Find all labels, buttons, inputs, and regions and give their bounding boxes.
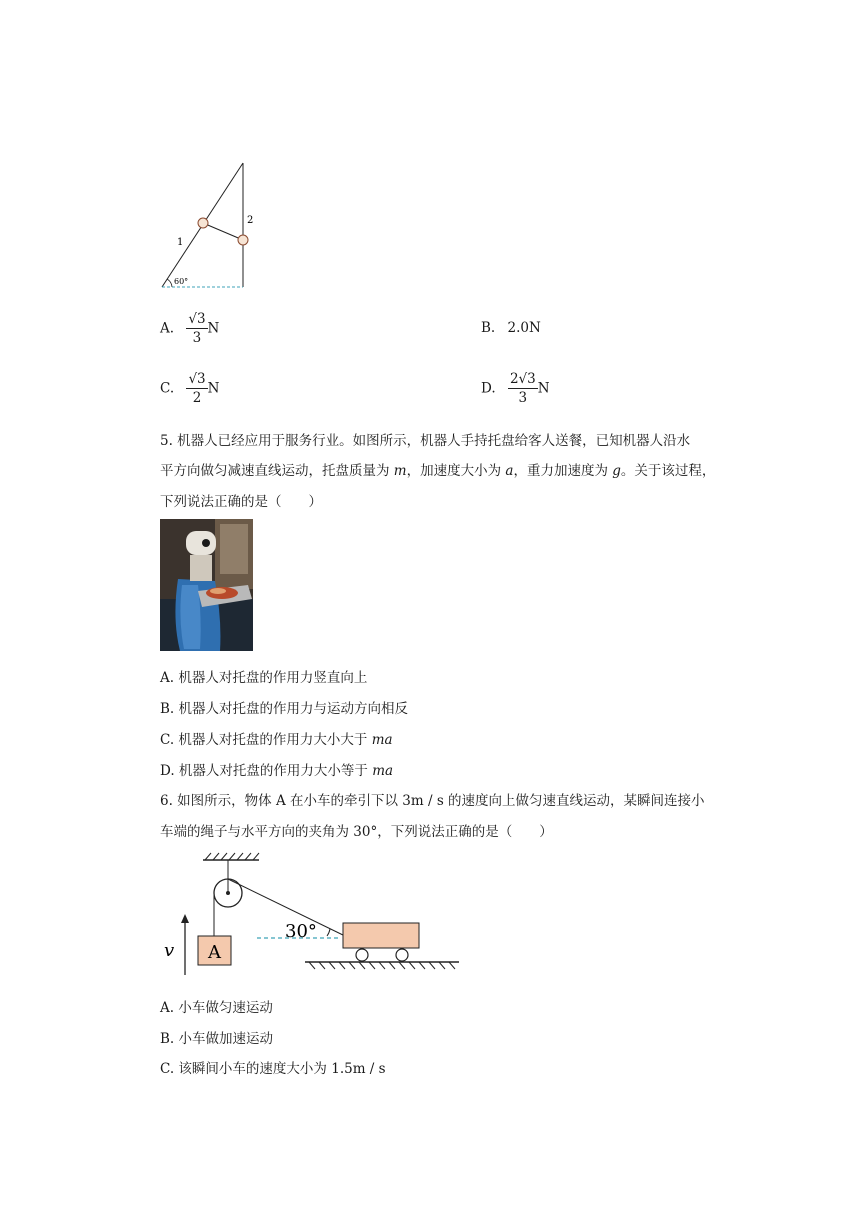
q5-option-b[interactable]: B. 机器人对托盘的作用力与运动方向相反 xyxy=(160,701,409,717)
q5-option-c[interactable]: C. 机器人对托盘的作用力大小大于 ma xyxy=(160,732,393,748)
q4-a-denominator: 3 xyxy=(192,330,202,346)
q5-stem-line1: 5. 机器人已经应用于服务行业。如图所示，机器人手持托盘给客人送餐，已知机器人沿水 xyxy=(160,433,691,449)
q6-diagram xyxy=(155,850,465,975)
q5-stem-line2: 平方向做匀减速直线运动，托盘质量为 m，加速度大小为 a，重力加速度为 g。关于该过程， xyxy=(160,463,716,479)
angle-label: 30° xyxy=(285,921,317,942)
q5-stem-line3: 下列说法正确的是（ ） xyxy=(160,494,322,510)
velocity-label: v xyxy=(164,940,175,961)
fig4-label-1: 1 xyxy=(177,237,184,248)
q6-stem-line1: 6. 如图所示，物体 A 在小车的牵引下以 3m / s 的速度向上做匀速直线运动，某瞬间连接小 xyxy=(160,793,705,809)
q5-option-d[interactable]: D. 机器人对托盘的作用力大小等于 ma xyxy=(160,763,394,779)
fig4-diagram xyxy=(150,155,280,295)
block-a-label: A xyxy=(208,942,221,963)
q6-option-c[interactable]: C. 该瞬间小车的速度大小为 1.5m / s xyxy=(160,1061,386,1077)
robot-photo xyxy=(160,519,253,651)
q5-option-a[interactable]: A. 机器人对托盘的作用力竖直向上 xyxy=(160,670,368,686)
q4-c-denominator: 2 xyxy=(192,390,202,406)
q4-d-numerator: 2√3 xyxy=(509,371,536,387)
q4-d-denominator: 3 xyxy=(518,390,528,406)
q4-option-d[interactable]: D. $\frac{2√3}{3}$ N xyxy=(481,371,550,406)
q6-option-a[interactable]: A. 小车做匀速运动 xyxy=(160,1000,273,1016)
q4-option-a[interactable]: A. $\frac{√3}{3}$ N xyxy=(160,311,220,346)
q6-stem-line2: 车端的绳子与水平方向的夹角为 30°，下列说法正确的是（ ） xyxy=(160,824,553,840)
q4-c-numerator: √3 xyxy=(188,371,206,387)
q4-option-b[interactable]: B. 2.0N xyxy=(481,320,541,336)
q4-option-c[interactable]: C. $\frac{√3}{2}$ N xyxy=(160,371,220,406)
fig4-angle-label: 60° xyxy=(174,277,189,286)
q6-option-b[interactable]: B. 小车做加速运动 xyxy=(160,1031,274,1047)
q4-a-numerator: √3 xyxy=(188,311,206,327)
fig4-label-2: 2 xyxy=(247,215,254,226)
